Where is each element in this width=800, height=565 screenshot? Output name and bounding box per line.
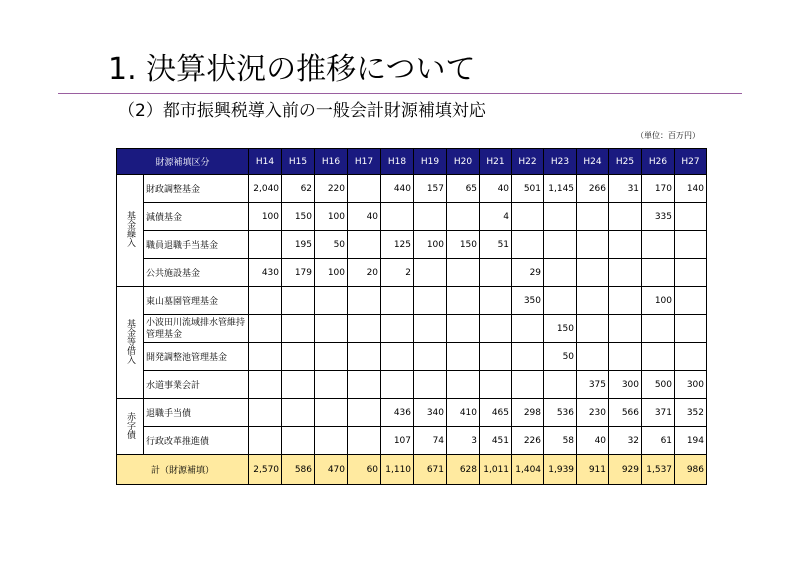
fiscal-supplement-table	[116, 148, 707, 485]
table-row	[117, 203, 707, 231]
value-cell	[282, 371, 315, 399]
value-cell	[577, 343, 609, 371]
value-cell: 500	[642, 371, 675, 399]
value-cell	[348, 371, 381, 399]
row-label: 水道事業会計	[144, 371, 249, 399]
title-divider	[58, 93, 742, 94]
group-label: 基金繰入	[125, 211, 135, 247]
year-header: H25	[609, 149, 642, 175]
value-cell: 2,040	[249, 175, 282, 203]
value-cell: 40	[348, 203, 381, 231]
value-cell: 501	[512, 175, 544, 203]
value-cell: 195	[282, 231, 315, 259]
value-cell	[544, 203, 577, 231]
value-cell	[480, 371, 512, 399]
value-cell: 230	[577, 399, 609, 427]
value-cell	[447, 287, 480, 315]
value-cell	[512, 343, 544, 371]
year-header: H16	[315, 149, 348, 175]
value-cell	[315, 371, 348, 399]
value-cell	[480, 343, 512, 371]
value-cell: 436	[381, 399, 414, 427]
value-cell	[642, 259, 675, 287]
total-value-cell: 986	[675, 455, 707, 485]
total-value-cell: 628	[447, 455, 480, 485]
value-cell	[414, 203, 447, 231]
year-header: H27	[675, 149, 707, 175]
value-cell	[315, 427, 348, 455]
total-value-cell: 911	[577, 455, 609, 485]
value-cell: 298	[512, 399, 544, 427]
value-cell	[381, 287, 414, 315]
value-cell: 31	[609, 175, 642, 203]
value-cell	[282, 287, 315, 315]
value-cell: 220	[315, 175, 348, 203]
value-cell: 430	[249, 259, 282, 287]
value-cell: 150	[447, 231, 480, 259]
value-cell: 50	[315, 231, 348, 259]
year-header: H26	[642, 149, 675, 175]
value-cell: 266	[577, 175, 609, 203]
value-cell	[348, 175, 381, 203]
value-cell	[447, 343, 480, 371]
value-cell	[381, 203, 414, 231]
group-label: 赤字債	[125, 411, 135, 439]
value-cell: 40	[480, 175, 512, 203]
group-label-cell	[117, 287, 144, 399]
value-cell: 350	[512, 287, 544, 315]
value-cell: 62	[282, 175, 315, 203]
value-cell: 300	[675, 371, 707, 399]
unit-note: （単位：百万円）	[636, 131, 700, 140]
value-cell	[480, 315, 512, 343]
value-cell: 157	[414, 175, 447, 203]
total-value-cell: 586	[282, 455, 315, 485]
page-title: 1. 決算状況の推移について	[108, 52, 476, 87]
value-cell: 226	[512, 427, 544, 455]
value-cell	[447, 203, 480, 231]
table-row	[117, 175, 707, 203]
table-row	[117, 371, 707, 399]
row-label: 小波田川流域排水管維持管理基金	[144, 315, 249, 343]
value-cell	[675, 231, 707, 259]
total-value-cell: 1,537	[642, 455, 675, 485]
value-cell	[315, 315, 348, 343]
value-cell: 440	[381, 175, 414, 203]
value-cell: 125	[381, 231, 414, 259]
value-cell	[282, 427, 315, 455]
table-row	[117, 287, 707, 315]
value-cell	[381, 371, 414, 399]
value-cell	[577, 315, 609, 343]
table-row	[117, 259, 707, 287]
value-cell	[609, 287, 642, 315]
value-cell	[480, 287, 512, 315]
table-row	[117, 399, 707, 427]
total-value-cell: 1,011	[480, 455, 512, 485]
value-cell: 300	[609, 371, 642, 399]
value-cell	[414, 259, 447, 287]
value-cell	[544, 231, 577, 259]
value-cell: 352	[675, 399, 707, 427]
value-cell	[642, 231, 675, 259]
value-cell	[642, 315, 675, 343]
group-label: 基金等借入	[125, 318, 135, 364]
value-cell	[249, 427, 282, 455]
value-cell	[609, 231, 642, 259]
value-cell: 32	[609, 427, 642, 455]
value-cell	[609, 343, 642, 371]
row-label: 開発調整池管理基金	[144, 343, 249, 371]
row-label: 財政調整基金	[144, 175, 249, 203]
value-cell: 65	[447, 175, 480, 203]
value-cell	[282, 315, 315, 343]
value-cell	[512, 315, 544, 343]
value-cell	[447, 371, 480, 399]
value-cell	[249, 399, 282, 427]
table-body	[117, 175, 707, 485]
total-label: 計（財源補填）	[117, 455, 249, 485]
value-cell: 100	[414, 231, 447, 259]
total-row	[117, 455, 707, 485]
value-cell	[414, 343, 447, 371]
value-cell: 371	[642, 399, 675, 427]
value-cell: 3	[447, 427, 480, 455]
value-cell: 140	[675, 175, 707, 203]
value-cell: 451	[480, 427, 512, 455]
value-cell	[642, 343, 675, 371]
value-cell: 58	[544, 427, 577, 455]
year-header: H22	[512, 149, 544, 175]
value-cell	[675, 203, 707, 231]
year-header: H17	[348, 149, 381, 175]
value-cell	[381, 315, 414, 343]
total-value-cell: 671	[414, 455, 447, 485]
value-cell: 340	[414, 399, 447, 427]
value-cell	[447, 315, 480, 343]
row-label: 退職手当債	[144, 399, 249, 427]
value-cell: 100	[315, 259, 348, 287]
value-cell	[414, 315, 447, 343]
value-cell	[480, 259, 512, 287]
value-cell: 194	[675, 427, 707, 455]
value-cell	[544, 259, 577, 287]
value-cell	[577, 203, 609, 231]
total-value-cell: 1,939	[544, 455, 577, 485]
value-cell	[249, 315, 282, 343]
value-cell	[348, 399, 381, 427]
total-value-cell: 60	[348, 455, 381, 485]
value-cell	[609, 259, 642, 287]
value-cell: 566	[609, 399, 642, 427]
value-cell: 170	[642, 175, 675, 203]
value-cell	[315, 399, 348, 427]
value-cell	[675, 259, 707, 287]
value-cell: 40	[577, 427, 609, 455]
value-cell	[577, 231, 609, 259]
value-cell	[675, 315, 707, 343]
value-cell	[512, 371, 544, 399]
year-header: H20	[447, 149, 480, 175]
total-value-cell: 2,570	[249, 455, 282, 485]
value-cell	[348, 343, 381, 371]
year-header: H24	[577, 149, 609, 175]
value-cell: 20	[348, 259, 381, 287]
total-value-cell: 470	[315, 455, 348, 485]
value-cell: 61	[642, 427, 675, 455]
table-header-row	[117, 149, 707, 175]
value-cell	[282, 343, 315, 371]
value-cell	[675, 343, 707, 371]
row-label: 行政改革推進債	[144, 427, 249, 455]
year-header: H18	[381, 149, 414, 175]
year-header: H14	[249, 149, 282, 175]
value-cell: 100	[315, 203, 348, 231]
value-cell	[609, 203, 642, 231]
value-cell: 2	[381, 259, 414, 287]
value-cell	[577, 287, 609, 315]
value-cell	[577, 259, 609, 287]
value-cell: 4	[480, 203, 512, 231]
value-cell	[348, 427, 381, 455]
category-header: 財源補填区分	[117, 149, 249, 175]
value-cell: 100	[642, 287, 675, 315]
value-cell	[447, 259, 480, 287]
value-cell	[282, 399, 315, 427]
value-cell: 74	[414, 427, 447, 455]
total-value-cell: 929	[609, 455, 642, 485]
row-label: 職員退職手当基金	[144, 231, 249, 259]
value-cell	[512, 231, 544, 259]
value-cell: 1,145	[544, 175, 577, 203]
value-cell	[675, 287, 707, 315]
value-cell: 100	[249, 203, 282, 231]
row-label: 東山墓園管理基金	[144, 287, 249, 315]
value-cell: 51	[480, 231, 512, 259]
value-cell	[249, 231, 282, 259]
value-cell	[609, 315, 642, 343]
row-label: 公共施設基金	[144, 259, 249, 287]
total-value-cell: 1,404	[512, 455, 544, 485]
value-cell: 410	[447, 399, 480, 427]
value-cell	[315, 287, 348, 315]
table-row	[117, 427, 707, 455]
value-cell	[249, 371, 282, 399]
value-cell: 29	[512, 259, 544, 287]
value-cell	[544, 371, 577, 399]
value-cell: 50	[544, 343, 577, 371]
value-cell: 465	[480, 399, 512, 427]
year-header: H15	[282, 149, 315, 175]
total-value-cell: 1,110	[381, 455, 414, 485]
value-cell	[512, 203, 544, 231]
value-cell: 150	[544, 315, 577, 343]
group-label-cell	[117, 175, 144, 287]
value-cell: 107	[381, 427, 414, 455]
value-cell: 536	[544, 399, 577, 427]
section-subtitle: （2）都市振興税導入前の一般会計財源補填対応	[118, 101, 486, 121]
value-cell	[315, 343, 348, 371]
year-header: H21	[480, 149, 512, 175]
value-cell	[381, 343, 414, 371]
value-cell: 150	[282, 203, 315, 231]
value-cell: 335	[642, 203, 675, 231]
year-header: H19	[414, 149, 447, 175]
row-label: 減債基金	[144, 203, 249, 231]
table-row	[117, 315, 707, 343]
group-label-cell	[117, 399, 144, 455]
table-row	[117, 343, 707, 371]
value-cell	[249, 343, 282, 371]
value-cell	[348, 231, 381, 259]
value-cell	[348, 287, 381, 315]
value-cell	[414, 287, 447, 315]
value-cell	[544, 287, 577, 315]
value-cell: 179	[282, 259, 315, 287]
value-cell: 375	[577, 371, 609, 399]
value-cell	[348, 315, 381, 343]
year-header: H23	[544, 149, 577, 175]
table-row	[117, 231, 707, 259]
value-cell	[249, 287, 282, 315]
value-cell	[414, 371, 447, 399]
